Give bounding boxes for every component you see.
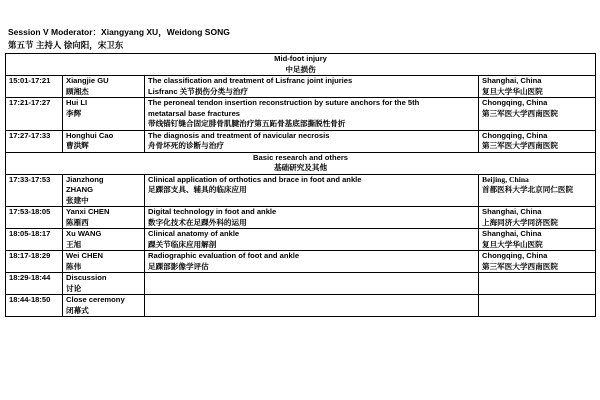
topic-cell — [145, 273, 479, 295]
location-cell — [479, 295, 596, 317]
topic-title: Clinical application of orthotics and brace in foot and ankle — [148, 174, 362, 184]
table-row — [6, 130, 596, 152]
section-header-row — [6, 54, 596, 76]
session-moderator-line: Session V Moderator：Xiangyang XU，Weidong SONG — [8, 27, 230, 37]
topic-title-cn: 足踝部支具、辅具的临床应用 — [148, 185, 247, 194]
speaker-name: Close ceremony — [66, 295, 125, 304]
location-city: Chongqing, China — [482, 130, 548, 140]
topic-title-cn: 数字化技术在足踝外科的运用 — [148, 217, 247, 227]
time-cell: 15:01-17:21 — [6, 76, 63, 98]
topic-title-cn: 足踝部影像学评估 — [148, 261, 209, 271]
topic-title-cont: metatarsal base fractures — [148, 108, 241, 118]
topic-cell — [145, 76, 479, 98]
table-row — [6, 295, 596, 317]
table-row — [6, 174, 596, 207]
topic-title: Digital technology in foot and ankle — [148, 207, 277, 216]
topic-title: Clinical anatomy of ankle — [148, 229, 240, 238]
speaker-cell — [63, 251, 145, 273]
speaker-cell — [63, 174, 145, 207]
table-row — [6, 98, 596, 131]
speaker-name-cn: 顾湘杰 — [66, 86, 89, 96]
location-cell — [479, 130, 596, 152]
time-cell: 18:17-18:29 — [6, 251, 63, 273]
table-row — [6, 207, 596, 229]
location-hospital: 第三军医大学西南医院 — [482, 141, 558, 150]
location-hospital: 首都医科大学北京同仁医院 — [482, 185, 574, 194]
program-table — [5, 53, 596, 317]
table-row — [6, 273, 596, 295]
speaker-cell — [63, 295, 145, 317]
topic-cell — [145, 130, 479, 152]
section-title-cn: 基础研究及其他 — [273, 163, 328, 172]
speaker-name-cn: 曹洪辉 — [66, 141, 89, 150]
speaker-cell — [63, 98, 145, 131]
time-cell: 18:29-18:44 — [6, 273, 63, 295]
time-cell: 17:33-17:53 — [6, 174, 63, 207]
speaker-name-cn: 李辉 — [66, 108, 82, 118]
speaker-name: Xu WANG — [66, 229, 102, 238]
topic-title-cn: 踝关节临床应用解剖 — [148, 239, 217, 249]
speaker-name: Discussion — [66, 273, 107, 282]
location-hospital: 第三军医大学西南医院 — [482, 108, 558, 118]
topic-title-cn: Lisfranc 关节损伤分类与治疗 — [148, 86, 248, 96]
speaker-name-cn: 陈伟 — [66, 261, 82, 271]
table-row — [6, 251, 596, 273]
speaker-name-cn: 闭幕式 — [66, 305, 89, 315]
location-cell — [479, 273, 596, 295]
speaker-name-cn: 张建中 — [66, 195, 89, 205]
section-header-row — [6, 152, 596, 174]
time-cell: 17:27-17:33 — [6, 130, 63, 152]
location-hospital: 第三军医大学西南医院 — [482, 261, 558, 271]
speaker-name: Honghui Cao — [66, 130, 114, 140]
session-moderator-line-cn: 第五节 主持人 徐向阳，宋卫东 — [8, 40, 124, 50]
speaker-cell — [63, 207, 145, 229]
location-city: Chongqing, China — [482, 98, 548, 107]
speaker-name: Xiangjie GU — [66, 76, 109, 85]
speaker-name: Jianzhong — [66, 174, 104, 184]
speaker-name: Wei CHEN — [66, 251, 103, 260]
section-header — [6, 54, 596, 76]
section-title: Mid-foot injury — [274, 54, 327, 63]
table-row — [6, 229, 596, 251]
speaker-cell — [63, 130, 145, 152]
location-hospital: 上海同济大学同济医院 — [482, 217, 558, 227]
topic-cell — [145, 174, 479, 207]
topic-title: The diagnosis and treatment of navicular necrosis — [148, 130, 330, 140]
location-hospital: 复旦大学华山医院 — [482, 239, 543, 249]
speaker-name-cn: 王旭 — [66, 239, 82, 249]
topic-title: Radiographic evaluation of foot and ankle — [148, 251, 300, 260]
location-city: Chongqing, China — [482, 251, 548, 260]
table-row — [6, 76, 596, 98]
location-hospital: 复旦大学华山医院 — [482, 86, 543, 96]
location-city: Shanghai, China — [482, 207, 542, 216]
location-city: Shanghai, China — [482, 76, 542, 85]
time-cell: 17:21-17:27 — [6, 98, 63, 131]
topic-cell — [145, 229, 479, 251]
topic-cell — [145, 251, 479, 273]
speaker-cell — [63, 229, 145, 251]
speaker-name-cn: 讨论 — [66, 283, 82, 293]
section-title-cn: 中足损伤 — [285, 64, 316, 74]
section-header — [6, 152, 596, 174]
time-cell: 18:44-18:50 — [6, 295, 63, 317]
topic-title: The peroneal tendon insertion reconstruction by suture anchors for the 5th — [148, 98, 420, 107]
location-city: Beijing, China — [482, 174, 529, 184]
topic-cell — [145, 295, 479, 317]
section-title: Basic research and others — [253, 152, 348, 162]
topic-title: The classification and treatment of Lisfranc joint injuries — [148, 76, 353, 85]
time-cell: 18:05-18:17 — [6, 229, 63, 251]
speaker-cell — [63, 76, 145, 98]
topic-cell — [145, 98, 479, 131]
speaker-name: Yanxi CHEN — [66, 207, 110, 216]
speaker-name: Hui LI — [66, 98, 88, 107]
topic-title-cn: 舟骨坏死的诊断与治疗 — [148, 141, 224, 150]
location-cell — [479, 98, 596, 131]
speaker-name-cn: 陈雁西 — [66, 217, 89, 227]
location-cell — [479, 76, 596, 98]
location-cell — [479, 251, 596, 273]
location-cell — [479, 229, 596, 251]
topic-cell — [145, 207, 479, 229]
location-city: Shanghai, China — [482, 229, 542, 238]
location-cell — [479, 174, 596, 207]
location-cell — [479, 207, 596, 229]
topic-title-cn: 带线锚钉缝合固定腓骨肌腱治疗第五跖骨基底部撕脱性骨折 — [148, 119, 346, 128]
speaker-name-cont: ZHANG — [66, 185, 93, 194]
speaker-cell — [63, 273, 145, 295]
time-cell: 17:53-18:05 — [6, 207, 63, 229]
